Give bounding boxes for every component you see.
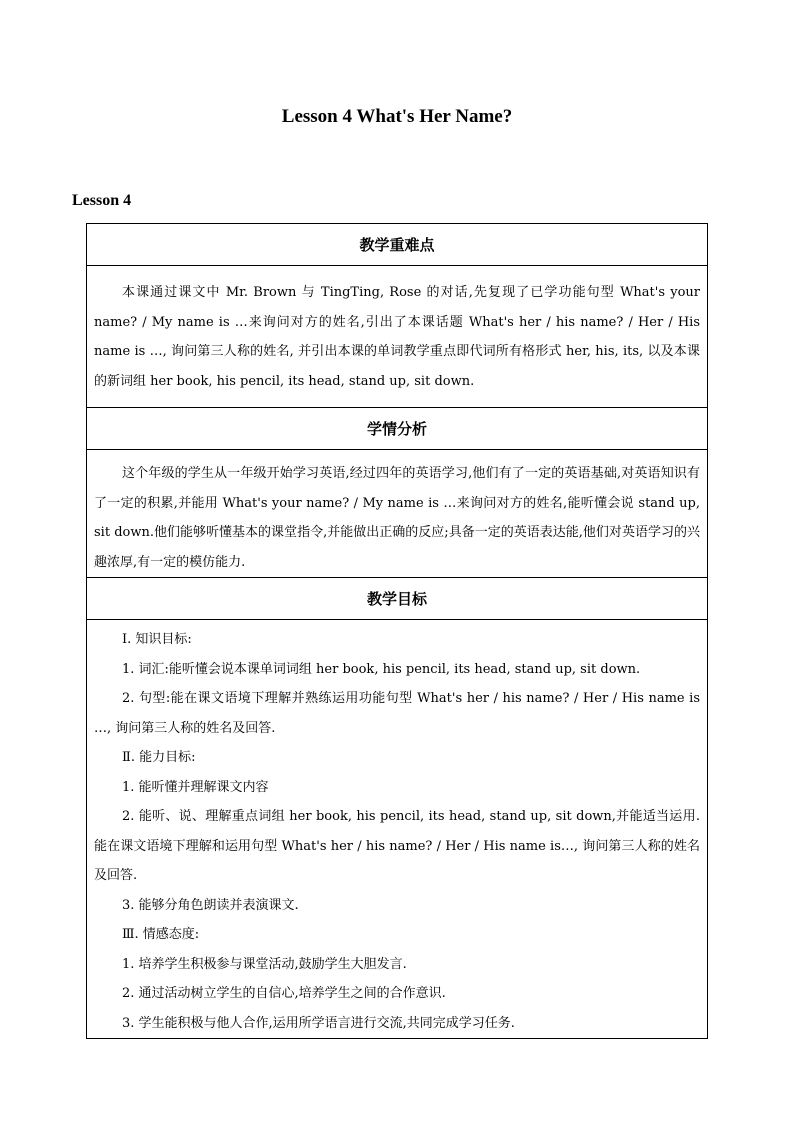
objective-heading: Ⅰ. 知识目标: [122, 632, 192, 647]
document-title: Lesson 4 What's Her Name? [281, 106, 513, 127]
section-header-student-analysis: 学情分析 [87, 408, 708, 450]
section-header-row [87, 408, 708, 450]
section-body-row [87, 450, 708, 578]
section-header-row [87, 578, 708, 620]
objective-item: 3. 能够分角色朗读并表演课文. [122, 897, 299, 913]
objective-item: 1. 词汇:能听懂会说本课单词词组 her book, his pencil, its head, stand up, sit down. [122, 661, 641, 677]
section-body-row [87, 266, 708, 408]
section-body-row [87, 620, 708, 1039]
paragraph: 本课通过课文中 Mr. Brown 与 TingTing, Rose 的对话,先复现了已学功能句型 What's your name? / My name is …来询问对方的姓名,引出了本课话题 What's her / his name? / Her / His name is …, 询问第三人称的姓名, 并引出本课的单词教学重点即代词所有格形式 her, his, its, 以及本课的新词组 her book, his pencil, its head, stand up, sit down. [94, 285, 700, 389]
objective-item: 2. 句型:能在课文语境下理解并熟练运用功能句型 What's her / his name? / Her / His name is …, 询问第三人称的姓名及回答. [94, 691, 700, 736]
section-body-student-analysis [87, 450, 708, 578]
section-header-objectives: 教学目标 [87, 578, 708, 620]
paragraph: 这个年级的学生从一年级开始学习英语,经过四年的英语学习,他们有了一定的英语基础,对英语知识有了一定的积累,并能用 What's your name? / My name is …来询问对方的姓名,能听懂会说 stand up, sit down.他们能够听懂基本的课堂指令,并能做出正确的反应;具备一定的英语表达能,他们对英语学习的兴趣浓厚,有一定的模仿能力. [94, 466, 700, 570]
objective-item: 1. 培养学生积极参与课堂活动,鼓励学生大胆发言. [122, 956, 407, 972]
objective-heading: Ⅲ. 情感态度: [122, 927, 200, 942]
objective-item: 1. 能听懂并理解课文内容 [122, 779, 269, 795]
section-header-key-points: 教学重难点 [87, 224, 708, 266]
section-header-row [87, 224, 708, 266]
lesson-plan-table [86, 223, 708, 1039]
objective-item: 3. 学生能积极与他人合作,运用所学语言进行交流,共同完成学习任务. [122, 1015, 515, 1031]
lesson-subtitle: Lesson 4 [72, 192, 132, 209]
section-body-objectives [87, 620, 708, 1039]
section-body-key-points [87, 266, 708, 408]
objective-item: 2. 能听、说、理解重点词组 her book, his pencil, its head, stand up, sit down,并能适当运用.能在课文语境下理解和运用句型 What's her / his name? / Her / His name is…, 询问第三人称的姓名及回答. [94, 809, 700, 883]
objective-item: 2. 通过活动树立学生的自信心,培养学生之间的合作意识. [122, 986, 446, 1001]
objective-heading: Ⅱ. 能力目标: [122, 750, 196, 765]
